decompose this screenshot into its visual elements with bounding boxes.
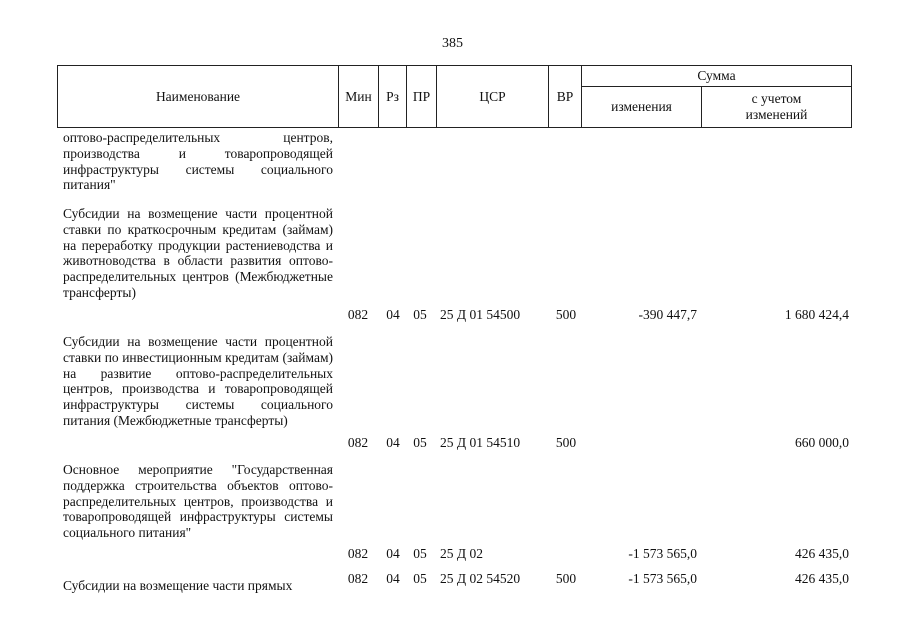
row-name: оптово-распределительных центров, производства и товаропроводящей инфраструктуры системы социального питания"	[63, 130, 333, 193]
row-changes: -1 573 565,0	[628, 571, 697, 586]
header-pr-label: ПР	[412, 89, 431, 104]
row-csr: 25 Д 02	[440, 546, 483, 561]
row-total: 426 435,0	[795, 571, 849, 586]
row-total: 426 435,0	[795, 546, 849, 561]
row-csr: 25 Д 01 54500	[440, 307, 521, 322]
row-name: Субсидии на возмещение части процентной ставки по краткосрочным кредитам (займам) на переработку продукции растениеводства и животноводства в области развития оптово-распределительных центров (Межбюджетные трансферты)	[63, 206, 333, 300]
row-vr: 500	[555, 307, 577, 322]
row-csr: 25 Д 02 54520	[440, 571, 521, 586]
row-pr: 05	[413, 571, 427, 586]
header-with-changes-label: с учетом изменений	[745, 91, 808, 122]
row-min: 082	[347, 307, 369, 322]
row-total: 660 000,0	[795, 435, 849, 450]
row-pr: 05	[413, 307, 427, 322]
row-csr: 25 Д 01 54510	[440, 435, 521, 450]
header-min-label: Мин	[345, 89, 372, 104]
row-min: 082	[347, 546, 369, 561]
row-vr: 500	[555, 571, 577, 586]
row-name: Субсидии на возмещение части прямых	[63, 578, 293, 593]
page-number: 385	[442, 36, 463, 51]
row-changes: -1 573 565,0	[628, 546, 697, 561]
row-min: 082	[347, 571, 369, 586]
row-rz: 04	[386, 571, 400, 586]
row-pr: 05	[413, 546, 427, 561]
row-name: Основное мероприятие "Государственная поддержка строительства объектов оптово-распределительных центров, производства и товаропроводящей инфраструктуры системы социального питания"	[63, 462, 333, 541]
row-min: 082	[347, 435, 369, 450]
row-vr: 500	[555, 435, 577, 450]
row-changes: -390 447,7	[638, 307, 697, 322]
row-rz: 04	[386, 546, 400, 561]
row-rz: 04	[386, 435, 400, 450]
row-name: Субсидии на возмещение части процентной ставки по инвестиционным кредитам (займам) на развитие оптово-распределительных центров, производства и товаропроводящей инфраструктуры системы социального питания (Межбюджетные трансферты)	[63, 334, 333, 428]
header-vr-label: ВР	[556, 89, 574, 104]
row-rz: 04	[386, 307, 400, 322]
header-name-label: Наименование	[155, 89, 241, 104]
row-pr: 05	[413, 435, 427, 450]
row-total: 1 680 424,4	[784, 307, 849, 322]
header-changes-label: изменения	[611, 99, 672, 114]
header-rz-label: Рз	[386, 89, 399, 104]
header-csr-label: ЦСР	[479, 89, 506, 104]
header-sum-label: Сумма	[697, 68, 736, 83]
